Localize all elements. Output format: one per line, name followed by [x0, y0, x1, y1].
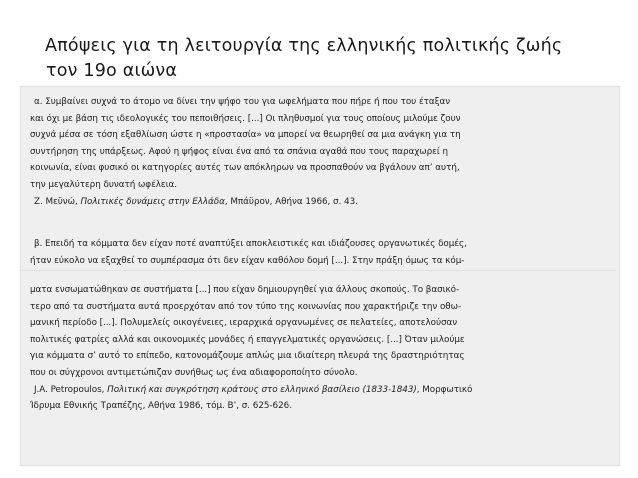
citation-title: Πολιτικές δυνάμεις στην Ελλάδα	[80, 196, 225, 207]
citation-publisher: , Μορφωτικό	[416, 384, 473, 395]
excerpt-b-line: ματα ενσωματώθηκαν σε συστήματα [...] που είχαν δημιουργηθεί για άλλους σκοπούς. Το βασικό-	[30, 285, 460, 295]
citation-author: Ζ. Μεϋνώ,	[34, 196, 81, 207]
excerpt-a-line: συχνά μέσα σε τόση εξαθλίωση ώστε η «προστασία» να μπορεί να θεωρηθεί σα μια ανάγκη για τη	[30, 130, 461, 141]
excerpt-b-bottom	[30, 282, 610, 415]
citation-publisher: , Μπάϋρον, Αθήνα 1966, σ. 43.	[224, 196, 358, 207]
excerpt-b-line: τερο από τα συστήματα αυτά προερχόταν από τον τύπο της κοινωνίας που χαρακτήριζε την οθω-	[30, 301, 462, 312]
excerpt-a-line: συντήρηση της υπάρξεως. Αφού η ψήφος είναι ένα από τα σπάνια αγαθά που τους παραχωρεί η	[30, 146, 449, 157]
panel-divider	[22, 270, 616, 271]
excerpt-a-line: την μεγαλύτερη δυνατή ωφέλεια.	[30, 179, 178, 190]
excerpt-a-citation	[30, 194, 610, 211]
excerpt-b-line: μανική περίοδο [...]. Πολυμελείς οικογένειες, ιεραρχικά οργανωμένες σε πελατείες, αποτελούσαν	[30, 318, 458, 329]
excerpt-b-line: ήταν εύκολο να εξαχθεί το συμπέρασμα ότι δεν είχαν καθόλου δομή [...]. Στην πράξη όμως τα κόμ-	[30, 255, 465, 266]
excerpt-a-line: και όχι με βάση τις ιδεολογικές του πεποιθήσεις. [...] Οι πληθυσμοί για τους οποίους μιλούμε ζουν	[30, 113, 461, 124]
excerpt-a	[30, 94, 610, 210]
excerpt-b-citation-line-2: Ίδρυμα Εθνικής Τραπέζης, Αθήνα 1986, τόμ. Β’, σ. 625-626.	[30, 401, 292, 412]
excerpt-b-line: που οι σύγχρονοι αντιμετώπιζαν συνήθως ως ένα αδιαφοροποίητο σύνολο.	[30, 367, 358, 378]
excerpt-b-line: πολιτικές φατρίες αλλά και οικονομικές μονάδες ή επαγγελματικές οργανώσεις. [...] Όταν μιλούμε	[30, 334, 465, 345]
slide-title-line-2: τον 19ο αιώνα	[46, 61, 178, 81]
excerpt-b-line: για κόμματα σ’ αυτό το επίπεδο, κατονομάζουμε απλώς μια ιδιαίτερη πλευρά της δραστηριότητας	[30, 351, 465, 362]
excerpt-b-citation	[30, 382, 610, 399]
slide-title	[45, 34, 605, 84]
excerpt-a-line: κοινωνία, είναι φυσικό οι κατηγορίες αυτές των απόκληρων να προσπαθούν να βγάλουν απ’ αυτή,	[30, 163, 460, 174]
citation-title: Πολιτική και συγκρότηση κράτους στο ελληνικό βασίλειο (1833-1843)	[107, 384, 417, 395]
citation-author: J.A. Petropoulos,	[34, 384, 108, 395]
slide-title-line-1: Απόψεις για τη λειτουργία της ελληνικής πολιτικής ζωής	[45, 36, 563, 56]
excerpt-a-line: α. Συμβαίνει συχνά το άτομο να δίνει την ψήφο του για ωφελήματα που πήρε ή που του έταξαν	[34, 97, 451, 107]
excerpt-b-line: β. Επειδή τα κόμματα δεν είχαν ποτέ αναπτύξει αποκλειστικές και ιδιάζουσες οργανωτικές δομές,	[34, 239, 467, 249]
excerpt-b-top	[30, 236, 610, 269]
